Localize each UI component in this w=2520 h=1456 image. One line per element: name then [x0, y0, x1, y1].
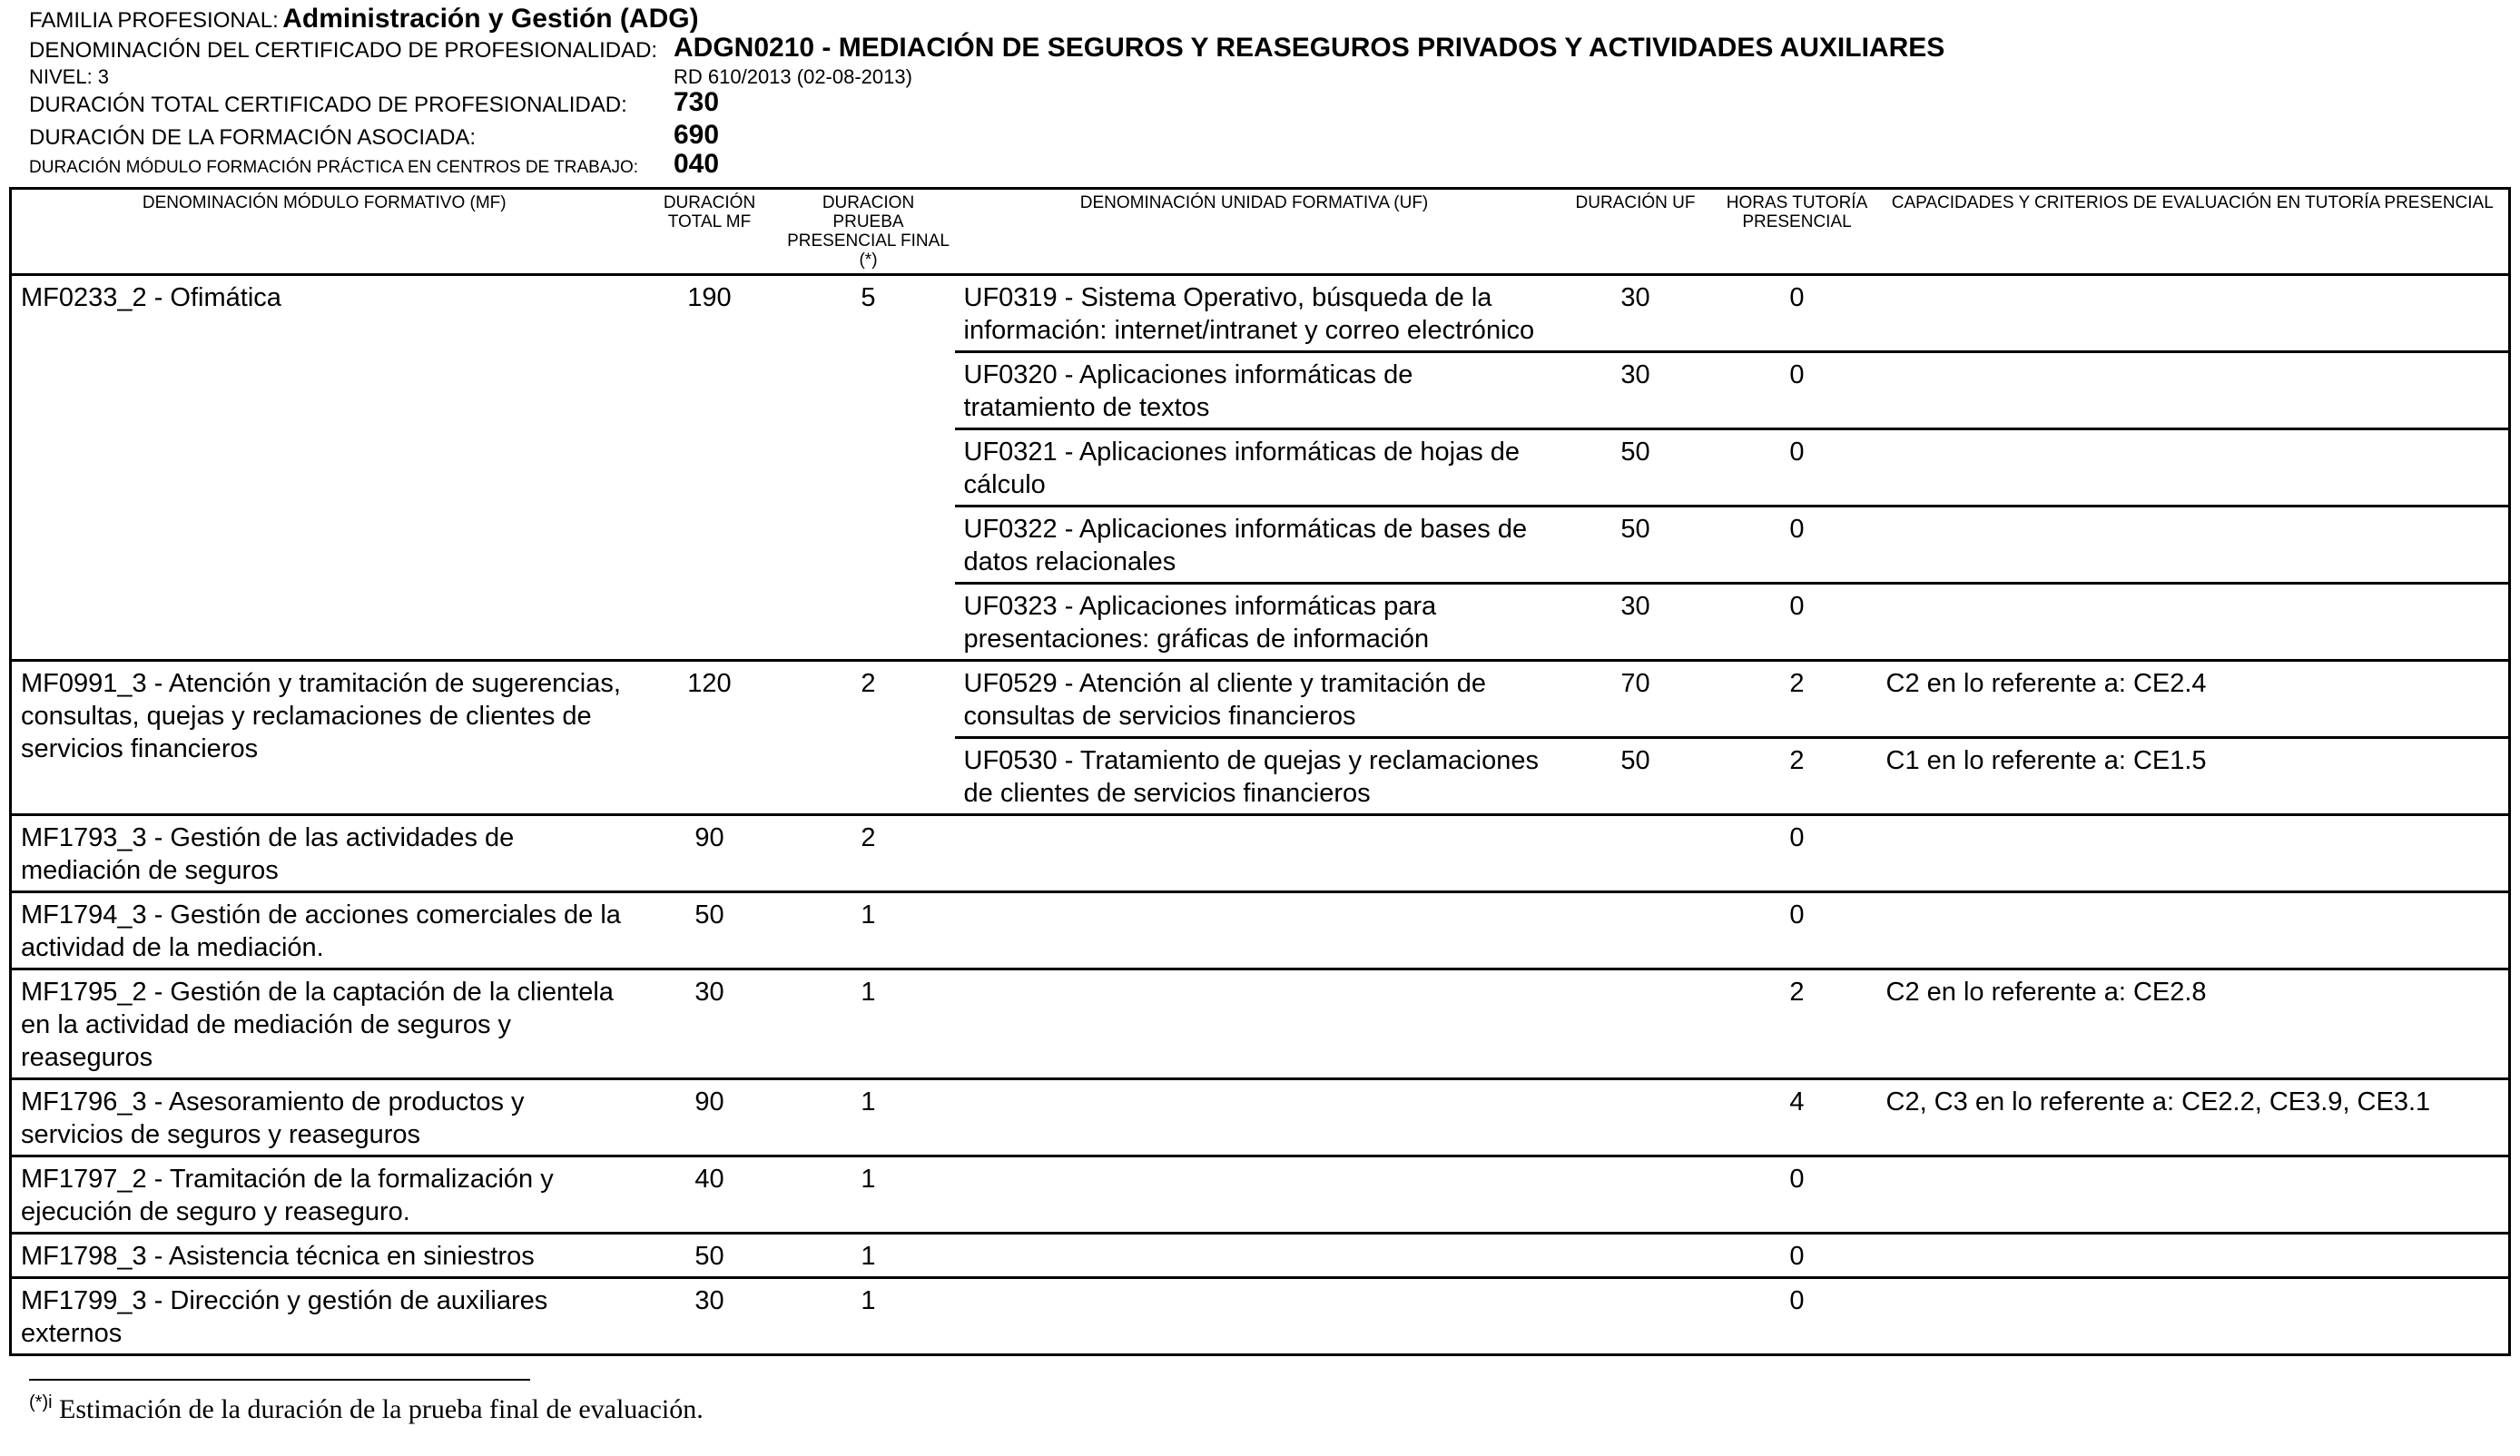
mf-cell: MF1797_2 - Tramitación de la formalización y ejecución de seguro y reaseguro. — [11, 1156, 637, 1234]
table-row — [11, 892, 2510, 969]
table-row — [11, 815, 2510, 892]
col-header-uf: DENOMINACIÓN UNIDAD FORMATIVA (UF) — [955, 189, 1554, 275]
table-row — [11, 275, 2510, 352]
duracion-formacion-value: 690 — [674, 120, 720, 150]
capacidades-cell: C2 en lo referente a: CE2.8 — [1877, 969, 2510, 1079]
mf-cell: MF1798_3 - Asistencia técnica en siniestros — [11, 1234, 637, 1278]
capacidades-cell: C2, C3 en lo referente a: CE2.2, CE3.9, CE3.1 — [1877, 1079, 2510, 1156]
mf-cell: MF1793_3 - Gestión de las actividades de mediación de seguros — [11, 815, 637, 892]
footnote-divider — [29, 1379, 530, 1381]
uf-cell — [955, 1234, 1554, 1278]
table-row — [11, 1234, 2510, 1278]
denominacion-label: DENOMINACIÓN DEL CERTIFICADO DE PROFESIONALIDAD: — [29, 38, 658, 63]
col-header-horas-tutoria: HORAS TUTORÍA PRESENCIAL — [1718, 189, 1877, 275]
total-mf-cell: 190 — [637, 275, 783, 661]
total-mf-cell: 30 — [637, 969, 783, 1079]
horas-tutoria-cell: 2 — [1718, 738, 1877, 815]
col-header-duracion-uf: DURACIÓN UF — [1554, 189, 1718, 275]
uf-cell — [955, 892, 1554, 969]
mf-cell: MF0991_3 - Atención y tramitación de sugerencias, consultas, quejas y reclamaciones de clientes de servicios financieros — [11, 661, 637, 815]
familia-value: Administración y Gestión (ADG) — [282, 4, 699, 34]
col-header-total-mf: DURACIÓN TOTAL MF — [637, 189, 783, 275]
uf-cell — [955, 969, 1554, 1079]
total-mf-cell: 90 — [637, 815, 783, 892]
duracion-uf-cell: 70 — [1554, 661, 1718, 738]
modules-table — [9, 187, 2511, 1356]
total-mf-cell: 50 — [637, 1234, 783, 1278]
horas-tutoria-cell: 0 — [1718, 507, 1877, 584]
uf-cell: UF0321 - Aplicaciones informáticas de hojas de cálculo — [955, 429, 1554, 507]
horas-tutoria-cell: 0 — [1718, 815, 1877, 892]
uf-cell: UF0322 - Aplicaciones informáticas de bases de datos relacionales — [955, 507, 1554, 584]
duracion-uf-cell — [1554, 969, 1718, 1079]
capacidades-cell — [1877, 275, 2510, 352]
uf-cell — [955, 1278, 1554, 1355]
table-row — [11, 661, 2510, 738]
footnote-marker: (*)i — [29, 1392, 53, 1412]
duracion-uf-cell — [1554, 1079, 1718, 1156]
prueba-cell: 5 — [783, 275, 955, 661]
prueba-cell: 1 — [783, 1079, 955, 1156]
footnote-text: Estimación de la duración de la prueba final de evaluación. — [52, 1394, 704, 1424]
prueba-cell: 1 — [783, 1234, 955, 1278]
capacidades-cell — [1877, 1156, 2510, 1234]
horas-tutoria-cell: 0 — [1718, 429, 1877, 507]
total-mf-cell: 120 — [637, 661, 783, 815]
duracion-uf-cell — [1554, 815, 1718, 892]
capacidades-cell — [1877, 352, 2510, 429]
duracion-uf-cell — [1554, 892, 1718, 969]
nivel-label: NIVEL: 3 — [29, 65, 110, 88]
prueba-cell: 1 — [783, 969, 955, 1079]
horas-tutoria-cell: 0 — [1718, 584, 1877, 661]
horas-tutoria-cell: 2 — [1718, 661, 1877, 738]
duracion-total-value: 730 — [674, 87, 720, 117]
horas-tutoria-cell: 0 — [1718, 892, 1877, 969]
duracion-uf-cell — [1554, 1156, 1718, 1234]
capacidades-cell — [1877, 892, 2510, 969]
prueba-cell: 1 — [783, 1278, 955, 1355]
rd-value: RD 610/2013 (02-08-2013) — [674, 65, 912, 88]
duracion-uf-cell: 50 — [1554, 429, 1718, 507]
mf-cell: MF0233_2 - Ofimática — [11, 275, 637, 661]
uf-cell: UF0319 - Sistema Operativo, búsqueda de la información: internet/intranet y correo electrónico — [955, 275, 1554, 352]
horas-tutoria-cell: 4 — [1718, 1079, 1877, 1156]
horas-tutoria-cell: 2 — [1718, 969, 1877, 1079]
col-header-prueba: DURACION PRUEBA PRESENCIAL FINAL (*) — [783, 189, 955, 275]
table-row — [11, 1278, 2510, 1355]
table-header-row — [11, 189, 2510, 275]
prueba-cell: 2 — [783, 815, 955, 892]
table-row — [11, 1156, 2510, 1234]
uf-cell — [955, 1079, 1554, 1156]
prueba-cell: 1 — [783, 1156, 955, 1234]
duracion-uf-cell — [1554, 1278, 1718, 1355]
denominacion-value: ADGN0210 - MEDIACIÓN DE SEGUROS Y REASEGUROS PRIVADOS Y ACTIVIDADES AUXILIARES — [674, 33, 1945, 63]
duracion-practica-value: 040 — [674, 149, 720, 179]
mf-cell: MF1796_3 - Asesoramiento de productos y servicios de seguros y reaseguros — [11, 1079, 637, 1156]
capacidades-cell: C1 en lo referente a: CE1.5 — [1877, 738, 2510, 815]
duracion-uf-cell: 50 — [1554, 738, 1718, 815]
col-header-mf: DENOMINACIÓN MÓDULO FORMATIVO (MF) — [11, 189, 637, 275]
duracion-practica-label: DURACIÓN MÓDULO FORMACIÓN PRÁCTICA EN CENTROS DE TRABAJO: — [29, 158, 639, 177]
capacidades-cell — [1877, 1278, 2510, 1355]
total-mf-cell: 50 — [637, 892, 783, 969]
capacidades-cell — [1877, 1234, 2510, 1278]
col-header-capacidades: CAPACIDADES Y CRITERIOS DE EVALUACIÓN EN TUTORÍA PRESENCIAL — [1877, 189, 2510, 275]
horas-tutoria-cell: 0 — [1718, 1278, 1877, 1355]
table-row — [11, 969, 2510, 1079]
uf-cell: UF0320 - Aplicaciones informáticas de tratamiento de textos — [955, 352, 1554, 429]
horas-tutoria-cell: 0 — [1718, 275, 1877, 352]
uf-cell: UF0530 - Tratamiento de quejas y reclamaciones de clientes de servicios financieros — [955, 738, 1554, 815]
document-header — [29, 4, 2498, 185]
uf-cell: UF0529 - Atención al cliente y tramitación de consultas de servicios financieros — [955, 661, 1554, 738]
duracion-uf-cell: 30 — [1554, 352, 1718, 429]
capacidades-cell — [1877, 584, 2510, 661]
horas-tutoria-cell: 0 — [1718, 1234, 1877, 1278]
table-row — [11, 1079, 2510, 1156]
total-mf-cell: 30 — [637, 1278, 783, 1355]
mf-cell: MF1794_3 - Gestión de acciones comerciales de la actividad de la mediación. — [11, 892, 637, 969]
uf-cell: UF0323 - Aplicaciones informáticas para presentaciones: gráficas de información — [955, 584, 1554, 661]
footnote — [29, 1392, 704, 1425]
duracion-uf-cell: 30 — [1554, 275, 1718, 352]
duracion-uf-cell: 30 — [1554, 584, 1718, 661]
familia-label: FAMILIA PROFESIONAL: — [29, 8, 279, 33]
capacidades-cell — [1877, 429, 2510, 507]
mf-cell: MF1795_2 - Gestión de la captación de la clientela en la actividad de mediación de seguros y reaseguros — [11, 969, 637, 1079]
horas-tutoria-cell: 0 — [1718, 1156, 1877, 1234]
capacidades-cell: C2 en lo referente a: CE2.4 — [1877, 661, 2510, 738]
horas-tutoria-cell: 0 — [1718, 352, 1877, 429]
uf-cell — [955, 1156, 1554, 1234]
prueba-cell: 2 — [783, 661, 955, 815]
duracion-uf-cell — [1554, 1234, 1718, 1278]
duracion-formacion-label: DURACIÓN DE LA FORMACIÓN ASOCIADA: — [29, 125, 477, 150]
table-body — [11, 275, 2510, 1355]
total-mf-cell: 40 — [637, 1156, 783, 1234]
total-mf-cell: 90 — [637, 1079, 783, 1156]
capacidades-cell — [1877, 815, 2510, 892]
capacidades-cell — [1877, 507, 2510, 584]
uf-cell — [955, 815, 1554, 892]
mf-cell: MF1799_3 - Dirección y gestión de auxiliares externos — [11, 1278, 637, 1355]
duracion-total-label: DURACIÓN TOTAL CERTIFICADO DE PROFESIONALIDAD: — [29, 93, 627, 117]
duracion-uf-cell: 50 — [1554, 507, 1718, 584]
prueba-cell: 1 — [783, 892, 955, 969]
